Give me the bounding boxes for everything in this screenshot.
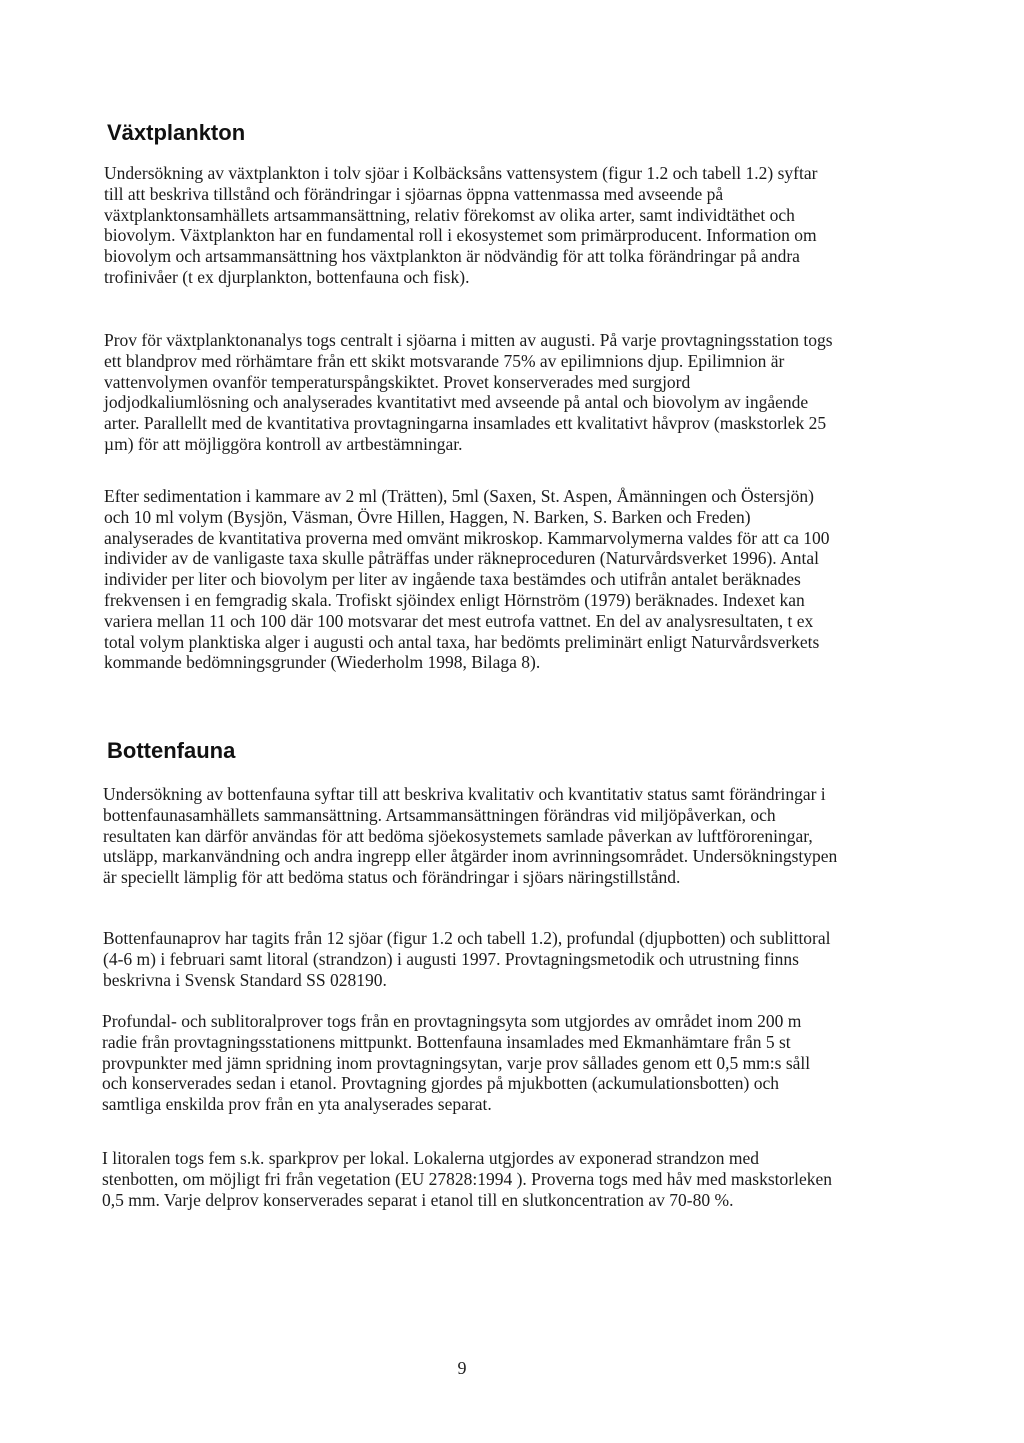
paragraph-bottenfauna-intro: Undersökning av bottenfauna syftar till att beskriva kvalitativ och kvantitativ status samt förändringar i bottenfaunasamhällets sammansättning. Artsammansättningen förändras vid miljöpåverkan, och resultaten kan därför användas för att bedöma sjöekosystemets samlade påverkan av luftföroreningar, utsläpp, markanvändning och andra ingrepp eller åtgärder inom avrinningsområdet. Undersökningstypen är speciellt lämplig för att bedöma status och förändringar i sjöars näringstillstånd. — [103, 784, 838, 888]
paragraph-vaxtplankton-sampling: Prov för växtplanktonanalys togs centralt i sjöarna i mitten av augusti. På varje provtagningsstation togs ett blandprov med rörhämtare från ett skikt motsvarande 75% av epilimnions djup. Epilimnion är vattenvolymen ovanför temperaturspångskiktet. Provet konserverades med surgjord jodjodkaliumlösning och analyserades kvantitativt med avseende på antal och biovolym av ingående arter. Parallellt med de kvantitativa provtagningarna insamlades ett kvalitativt håvprov (maskstorlek 25 µm) för att möjliggöra kontroll av artbestämningar. — [104, 330, 833, 454]
paragraph-bottenfauna-samples: Bottenfaunaprov har tagits från 12 sjöar (figur 1.2 och tabell 1.2), profundal (djupbotten) och sublittoral (4-6 m) i februari samt litoral (strandzon) i augusti 1997. Provtagningsmetodik och utrustning finns beskrivna i Svensk Standard SS 028190. — [103, 928, 831, 990]
page-number: 9 — [457, 1358, 467, 1378]
paragraph-bottenfauna-litoral: I litoralen togs fem s.k. sparkprov per lokal. Lokalerna utgjordes av exponerad strandzon med stenbotten, om möjligt fri från vegetation (EU 27828:1994 ). Proverna togs med håv med maskstorleken 0,5 mm. Varje delprov konserverades separat i etanol till en slutkoncentration av 70-80 %. — [102, 1148, 832, 1210]
section-heading-bottenfauna: Bottenfauna — [107, 738, 236, 763]
paragraph-vaxtplankton-intro: Undersökning av växtplankton i tolv sjöar i Kolbäcksåns vattensystem (figur 1.2 och tabell 1.2) syftar till att beskriva tillstånd och förändringar i sjöarnas öppna vattenmassa med avseende på växtplanktonsamhällets artsammansättning, relativ förekomst av olika arter, samt individtäthet och biovolym. Växtplankton har en fundamental roll i ekosystemet som primärproducent. Information om biovolym och artsammansättning hos växtplankton är nödvändig för att tolka förändringar på andra trofinivåer (t ex djurplankton, bottenfauna och fisk). — [104, 163, 818, 287]
paragraph-vaxtplankton-analysis: Efter sedimentation i kammare av 2 ml (Trätten), 5ml (Saxen, St. Aspen, Åmänningen och Östersjön) och 10 ml volym (Bysjön, Väsman, Övre Hillen, Haggen, N. Barken, S. Barken och Freden) analyserades de kvantitativa proverna med omvänt mikroskop. Kammarvolymerna valdes för att ca 100 individer av de vanligaste taxa skulle påträffas under räkneproceduren (Naturvårdsverket 1996). Antal individer per liter och biovolym per liter av ingående taxa bestämdes och utifrån antalet beräknades frekvensen i en femgradig skala. Trofiskt sjöindex enligt Hörnström (1979) beräknades. Indexet kan variera mellan 11 och 100 där 100 motsvarar det mest eutrofa vattnet. En del av analysresultaten, t ex total volym planktiska alger i augusti och antal taxa, har bedömts preliminärt enligt Naturvårdsverkets kommande bedömningsgrunder (Wiederholm 1998, Bilaga 8). — [104, 486, 830, 673]
section-heading-vaxtplankton: Växtplankton — [107, 120, 246, 145]
paragraph-bottenfauna-profundal: Profundal- och sublitoralprover togs från en provtagningsyta som utgjordes av området inom 200 m radie från provtagningsstationens mittpunkt. Bottenfauna insamlades med Ekmanhämtare från 5 st provpunkter med jämn spridning inom provtagningsytan, varje prov sållades genom ett 0,5 mm:s såll och konserverades sedan i etanol. Provtagning gjordes på mjukbotten (ackumulationsbotten) och samtliga enskilda prov från en yta analyserades separat. — [102, 1011, 811, 1115]
